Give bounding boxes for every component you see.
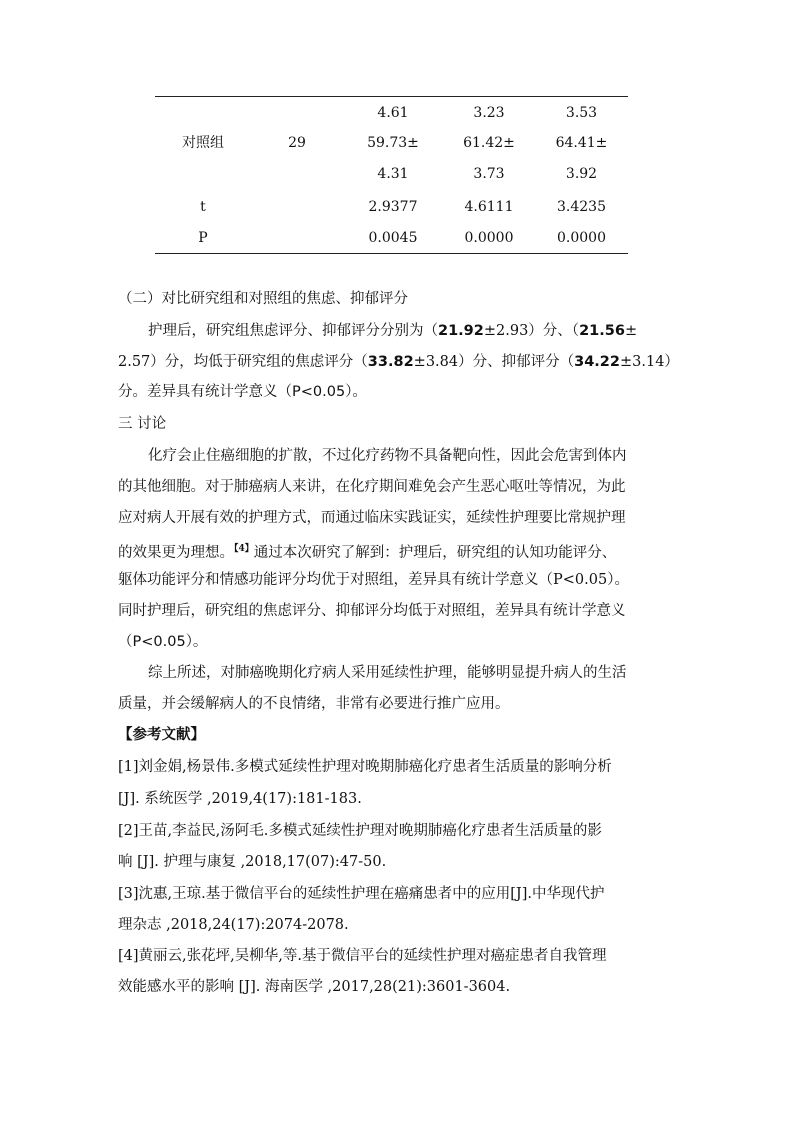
reference-line: [1]刘金娟,杨景伟.多模式延续性护理对晚期肺癌化疗患者生活质量的影响分析 xyxy=(118,759,612,775)
text-run: 护理后，研究组焦虑评分、抑郁评分分别为（ xyxy=(148,323,438,339)
paragraph-line: 化疗会止住癌细胞的扩散，不过化疗药物不具备靶向性，因此会危害到体内 xyxy=(148,448,627,464)
results-table xyxy=(155,96,628,254)
table-cell: 2.9377 xyxy=(368,199,418,215)
paragraph-line xyxy=(118,632,207,652)
table-cell: 3.53 xyxy=(565,105,598,121)
reference-line: 理杂志 ,2018,24(17):2074-2078. xyxy=(118,917,349,933)
table-cell: 64.41± xyxy=(555,135,608,151)
reference-line: [3]沈惠,王琼.基于微信平台的延续性护理在癌痛患者中的应用[J].中华现代护 xyxy=(118,886,605,902)
paragraph-line xyxy=(118,539,616,563)
table-cell: 3.4235 xyxy=(557,199,606,215)
table-cell: 0.0045 xyxy=(368,230,418,246)
text-run: P<0.05 xyxy=(132,634,186,650)
table-cell: 4.31 xyxy=(377,166,409,182)
section-heading: 三 讨论 xyxy=(118,416,167,432)
table-cell: P xyxy=(198,230,208,246)
table-cell: 3.73 xyxy=(473,166,505,182)
table-cell: 29 xyxy=(288,135,306,151)
table-cell: 0.0000 xyxy=(464,230,514,246)
paragraph-line: 的其他细胞。对于肺癌病人来讲，在化疗期间难免会产生恶心呕吐等情况，为此 xyxy=(118,479,626,495)
table-cell: t xyxy=(200,199,206,215)
table-cell: 61.42± xyxy=(463,135,515,151)
text-run: ± xyxy=(624,323,638,339)
text-run: P<0.05 xyxy=(292,384,346,400)
text-run: ）。 xyxy=(345,384,367,400)
table-bottom-rule xyxy=(155,253,628,254)
table-cell: 59.73± xyxy=(367,135,419,151)
reference-line: [2]王苗,李益民,汤阿毛.多模式延续性护理对晚期肺癌化疗患者生活质量的影 xyxy=(118,823,602,839)
text-run: ）。 xyxy=(185,634,208,650)
reference-line: [4]黄丽云,张花坪,吴柳华,等.基于微信平台的延续性护理对癌症患者自我管理 xyxy=(118,948,607,964)
text-run: ±2.93）分、（ xyxy=(483,323,580,339)
text-run: 的效果更为理想。 xyxy=(118,545,234,561)
table-cell: 3.23 xyxy=(473,105,505,121)
reference-line: 效能感水平的影响 [J]. 海南医学 ,2017,28(21):3601-3604. xyxy=(118,979,511,995)
text-run: ±3.14） xyxy=(619,354,679,370)
text-run: 21.56 xyxy=(579,323,625,339)
text-run: 2.57）分，均低于研究组的焦虑评分（ xyxy=(118,354,368,370)
table-cell: 3.92 xyxy=(565,166,598,182)
paragraph-line: 同时护理后，研究组的焦虑评分、抑郁评分均低于对照组，差异具有统计学意义 xyxy=(118,603,626,619)
text-run: ±3.84）分、抑郁评分（ xyxy=(413,354,575,370)
paragraph-line xyxy=(118,382,367,402)
table-top-rule xyxy=(155,96,628,97)
reference-line: 响 [J]. 护理与康复 ,2018,17(07):47-50. xyxy=(118,854,387,870)
references-heading: 【参考文献】 xyxy=(118,726,205,743)
table-cell: 4.6111 xyxy=(464,199,514,215)
table-cell: 0.0000 xyxy=(557,230,606,246)
paragraph-line: 应对病人开展有效的护理方式，而通过临床实践证实，延续性护理要比常规护理 xyxy=(118,510,626,526)
text-run: 通过本次研究了解到：护理后，研究组的认知功能评分、 xyxy=(253,545,617,561)
table-cell: 4.61 xyxy=(377,105,409,121)
section-heading: （二）对比研究组和对照组的焦虑、抑郁评分 xyxy=(118,291,408,307)
text-run: 33.82 xyxy=(367,354,414,370)
paragraph-line: 质量，并会缓解病人的不良情绪，非常有必要进行推广应用。 xyxy=(118,696,510,712)
paragraph-line: 躯体功能评分和情感功能评分均优于对照组，差异具有统计学意义（P<0.05）。 xyxy=(118,572,629,588)
text-run: 21.92 xyxy=(438,323,484,339)
paragraph-line xyxy=(118,352,679,372)
text-run: 分。差异具有统计学意义（ xyxy=(118,384,292,400)
paragraph-line: 综上所述，对肺癌晚期化疗病人采用延续性护理，能够明显提升病人的生活 xyxy=(148,665,627,681)
paragraph-line xyxy=(148,321,637,341)
citation-ref: 【4】 xyxy=(234,544,254,554)
reference-line: [J]. 系统医学 ,2019,4(17):181-183. xyxy=(118,791,362,807)
text-run: （ xyxy=(118,634,133,650)
table-cell: 对照组 xyxy=(182,135,224,151)
text-run: 34.22 xyxy=(574,354,620,370)
